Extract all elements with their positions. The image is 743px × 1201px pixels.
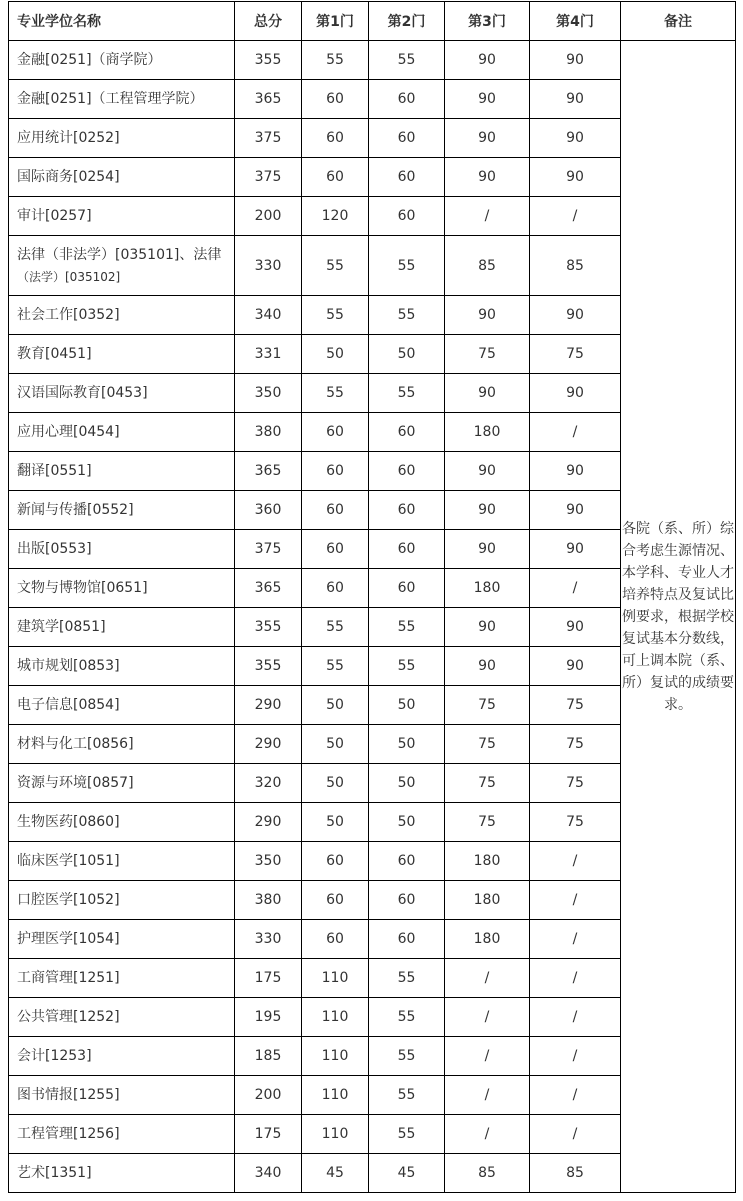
subject-2-score: 55 — [369, 647, 445, 686]
subject-1-score: 110 — [302, 959, 369, 998]
total-score: 185 — [235, 1037, 302, 1076]
subject-2-score: 60 — [369, 842, 445, 881]
subject-3-score: 90 — [445, 530, 530, 569]
subject-1-score: 50 — [302, 725, 369, 764]
subject-2-score: 60 — [369, 491, 445, 530]
subject-3-score: / — [445, 1076, 530, 1115]
subject-4-score: 90 — [530, 491, 621, 530]
program-name: 会计[1253] — [9, 1037, 235, 1076]
subject-2-score: 55 — [369, 608, 445, 647]
subject-4-score: 75 — [530, 335, 621, 374]
program-name: 金融[0251]（工程管理学院） — [9, 80, 235, 119]
program-name: 生物医药[0860] — [9, 803, 235, 842]
total-score: 290 — [235, 803, 302, 842]
subject-3-score: / — [445, 1037, 530, 1076]
subject-2-score: 55 — [369, 1076, 445, 1115]
total-score: 360 — [235, 491, 302, 530]
total-score: 200 — [235, 1076, 302, 1115]
subject-1-score: 55 — [302, 647, 369, 686]
subject-4-score: 90 — [530, 296, 621, 335]
total-score: 195 — [235, 998, 302, 1037]
subject-3-score: 75 — [445, 803, 530, 842]
subject-2-score: 60 — [369, 569, 445, 608]
remark-cell: 各院（系、所）综合考虑生源情况、本学科、专业人才培养特点及复试比例要求，根据学校复试基本分数线，可上调本院（系、所）复试的成绩要求。 — [621, 41, 736, 1193]
total-score: 320 — [235, 764, 302, 803]
subject-3-score: 90 — [445, 119, 530, 158]
subject-1-score: 50 — [302, 335, 369, 374]
subject-4-score: 75 — [530, 764, 621, 803]
subject-1-score: 55 — [302, 236, 369, 296]
subject-3-score: 90 — [445, 374, 530, 413]
program-name: 艺术[1351] — [9, 1154, 235, 1193]
subject-1-score: 60 — [302, 158, 369, 197]
program-name: 审计[0257] — [9, 197, 235, 236]
subject-3-score: 90 — [445, 158, 530, 197]
subject-4-score: 85 — [530, 1154, 621, 1193]
subject-2-score: 55 — [369, 959, 445, 998]
header-remark: 备注 — [621, 2, 736, 41]
subject-3-score: 180 — [445, 569, 530, 608]
subject-3-score: 90 — [445, 608, 530, 647]
score-table — [8, 1, 736, 1193]
total-score: 330 — [235, 236, 302, 296]
subject-2-score: 60 — [369, 80, 445, 119]
subject-1-score: 110 — [302, 998, 369, 1037]
subject-3-score: 85 — [445, 236, 530, 296]
subject-1-score: 55 — [302, 41, 369, 80]
program-name: 国际商务[0254] — [9, 158, 235, 197]
subject-4-score: 85 — [530, 236, 621, 296]
subject-3-score: / — [445, 1115, 530, 1154]
subject-4-score: 75 — [530, 725, 621, 764]
subject-3-score: / — [445, 197, 530, 236]
subject-1-score: 110 — [302, 1076, 369, 1115]
total-score: 340 — [235, 1154, 302, 1193]
total-score: 365 — [235, 80, 302, 119]
header-subject-4: 第4门 — [530, 2, 621, 41]
subject-2-score: 55 — [369, 296, 445, 335]
subject-4-score: 90 — [530, 647, 621, 686]
program-name: 城市规划[0853] — [9, 647, 235, 686]
program-name: 资源与环境[0857] — [9, 764, 235, 803]
total-score: 175 — [235, 1115, 302, 1154]
subject-1-score: 45 — [302, 1154, 369, 1193]
total-score: 375 — [235, 119, 302, 158]
program-name: 工程管理[1256] — [9, 1115, 235, 1154]
subject-2-score: 50 — [369, 686, 445, 725]
program-name: 电子信息[0854] — [9, 686, 235, 725]
subject-1-score: 60 — [302, 119, 369, 158]
subject-3-score: 75 — [445, 725, 530, 764]
subject-3-score: 85 — [445, 1154, 530, 1193]
subject-2-score: 50 — [369, 335, 445, 374]
program-name: 教育[0451] — [9, 335, 235, 374]
subject-2-score: 60 — [369, 452, 445, 491]
subject-4-score: 90 — [530, 80, 621, 119]
subject-2-score: 55 — [369, 41, 445, 80]
subject-4-score: 90 — [530, 119, 621, 158]
subject-2-score: 60 — [369, 119, 445, 158]
program-name: 临床医学[1051] — [9, 842, 235, 881]
subject-2-score: 50 — [369, 764, 445, 803]
subject-4-score: 75 — [530, 803, 621, 842]
subject-2-score: 55 — [369, 1115, 445, 1154]
program-name: 应用统计[0252] — [9, 119, 235, 158]
subject-4-score: / — [530, 1076, 621, 1115]
subject-4-score: / — [530, 1037, 621, 1076]
subject-2-score: 55 — [369, 374, 445, 413]
program-name — [9, 236, 235, 296]
total-score: 380 — [235, 881, 302, 920]
total-score: 375 — [235, 158, 302, 197]
total-score: 375 — [235, 530, 302, 569]
total-score: 200 — [235, 197, 302, 236]
total-score: 290 — [235, 725, 302, 764]
subject-2-score: 50 — [369, 725, 445, 764]
program-name: 建筑学[0851] — [9, 608, 235, 647]
subject-3-score: 90 — [445, 41, 530, 80]
subject-2-score: 55 — [369, 1037, 445, 1076]
subject-4-score: 90 — [530, 158, 621, 197]
subject-4-score: 75 — [530, 686, 621, 725]
table-row — [9, 41, 736, 80]
subject-1-score: 60 — [302, 842, 369, 881]
total-score: 365 — [235, 452, 302, 491]
subject-1-score: 55 — [302, 608, 369, 647]
program-name: 新闻与传播[0552] — [9, 491, 235, 530]
program-name: 口腔医学[1052] — [9, 881, 235, 920]
subject-1-score: 55 — [302, 296, 369, 335]
total-score: 365 — [235, 569, 302, 608]
total-score: 290 — [235, 686, 302, 725]
subject-2-score: 45 — [369, 1154, 445, 1193]
program-name: 工商管理[1251] — [9, 959, 235, 998]
subject-4-score: / — [530, 998, 621, 1037]
subject-3-score: 75 — [445, 686, 530, 725]
subject-4-score: 90 — [530, 452, 621, 491]
subject-2-score: 50 — [369, 803, 445, 842]
subject-1-score: 60 — [302, 530, 369, 569]
subject-3-score: 90 — [445, 647, 530, 686]
subject-2-score: 55 — [369, 236, 445, 296]
subject-1-score: 60 — [302, 881, 369, 920]
program-name: 金融[0251]（商学院） — [9, 41, 235, 80]
subject-4-score: 90 — [530, 374, 621, 413]
program-name: 文物与博物馆[0651] — [9, 569, 235, 608]
header-name: 专业学位名称 — [9, 2, 235, 41]
total-score: 355 — [235, 608, 302, 647]
total-score: 175 — [235, 959, 302, 998]
program-name: 公共管理[1252] — [9, 998, 235, 1037]
header-subject-1: 第1门 — [302, 2, 369, 41]
subject-2-score: 60 — [369, 530, 445, 569]
subject-1-score: 120 — [302, 197, 369, 236]
subject-2-score: 60 — [369, 158, 445, 197]
subject-2-score: 60 — [369, 197, 445, 236]
subject-3-score: 180 — [445, 842, 530, 881]
program-name: 社会工作[0352] — [9, 296, 235, 335]
subject-4-score: / — [530, 881, 621, 920]
subject-4-score: 90 — [530, 608, 621, 647]
header-row — [9, 2, 736, 41]
subject-4-score: / — [530, 413, 621, 452]
program-name: 翻译[0551] — [9, 452, 235, 491]
subject-4-score: / — [530, 959, 621, 998]
table-body — [9, 41, 736, 1193]
subject-3-score: 180 — [445, 413, 530, 452]
subject-1-score: 50 — [302, 686, 369, 725]
total-score: 331 — [235, 335, 302, 374]
header-subject-3: 第3门 — [445, 2, 530, 41]
header-subject-2: 第2门 — [369, 2, 445, 41]
subject-3-score: 90 — [445, 296, 530, 335]
header-total: 总分 — [235, 2, 302, 41]
program-name-line-1: 法律（非法学）[035101]、法律 — [17, 246, 222, 263]
total-score: 355 — [235, 647, 302, 686]
total-score: 350 — [235, 842, 302, 881]
subject-1-score: 60 — [302, 413, 369, 452]
subject-1-score: 55 — [302, 374, 369, 413]
subject-3-score: 90 — [445, 491, 530, 530]
subject-1-score: 50 — [302, 764, 369, 803]
subject-3-score: 90 — [445, 80, 530, 119]
subject-3-score: 75 — [445, 335, 530, 374]
program-name: 图书情报[1255] — [9, 1076, 235, 1115]
program-name: 汉语国际教育[0453] — [9, 374, 235, 413]
subject-3-score: 75 — [445, 764, 530, 803]
subject-1-score: 60 — [302, 452, 369, 491]
subject-4-score: 90 — [530, 530, 621, 569]
program-name: 出版[0553] — [9, 530, 235, 569]
program-name-line-2: （法学）[035102] — [17, 269, 121, 284]
total-score: 355 — [235, 41, 302, 80]
subject-1-score: 60 — [302, 80, 369, 119]
total-score: 330 — [235, 920, 302, 959]
subject-1-score: 60 — [302, 491, 369, 530]
subject-1-score: 110 — [302, 1037, 369, 1076]
subject-1-score: 50 — [302, 803, 369, 842]
subject-3-score: 90 — [445, 452, 530, 491]
subject-2-score: 60 — [369, 413, 445, 452]
subject-1-score: 60 — [302, 569, 369, 608]
program-name: 护理医学[1054] — [9, 920, 235, 959]
total-score: 340 — [235, 296, 302, 335]
total-score: 350 — [235, 374, 302, 413]
subject-4-score: / — [530, 842, 621, 881]
subject-2-score: 55 — [369, 998, 445, 1037]
subject-3-score: 180 — [445, 881, 530, 920]
subject-4-score: 90 — [530, 41, 621, 80]
subject-3-score: 180 — [445, 920, 530, 959]
total-score: 380 — [235, 413, 302, 452]
subject-4-score: / — [530, 569, 621, 608]
subject-4-score: / — [530, 197, 621, 236]
subject-3-score: / — [445, 959, 530, 998]
subject-4-score: / — [530, 1115, 621, 1154]
subject-3-score: / — [445, 998, 530, 1037]
subject-4-score: / — [530, 920, 621, 959]
subject-2-score: 60 — [369, 920, 445, 959]
subject-2-score: 60 — [369, 881, 445, 920]
program-name: 应用心理[0454] — [9, 413, 235, 452]
subject-1-score: 60 — [302, 920, 369, 959]
program-name: 材料与化工[0856] — [9, 725, 235, 764]
subject-1-score: 110 — [302, 1115, 369, 1154]
